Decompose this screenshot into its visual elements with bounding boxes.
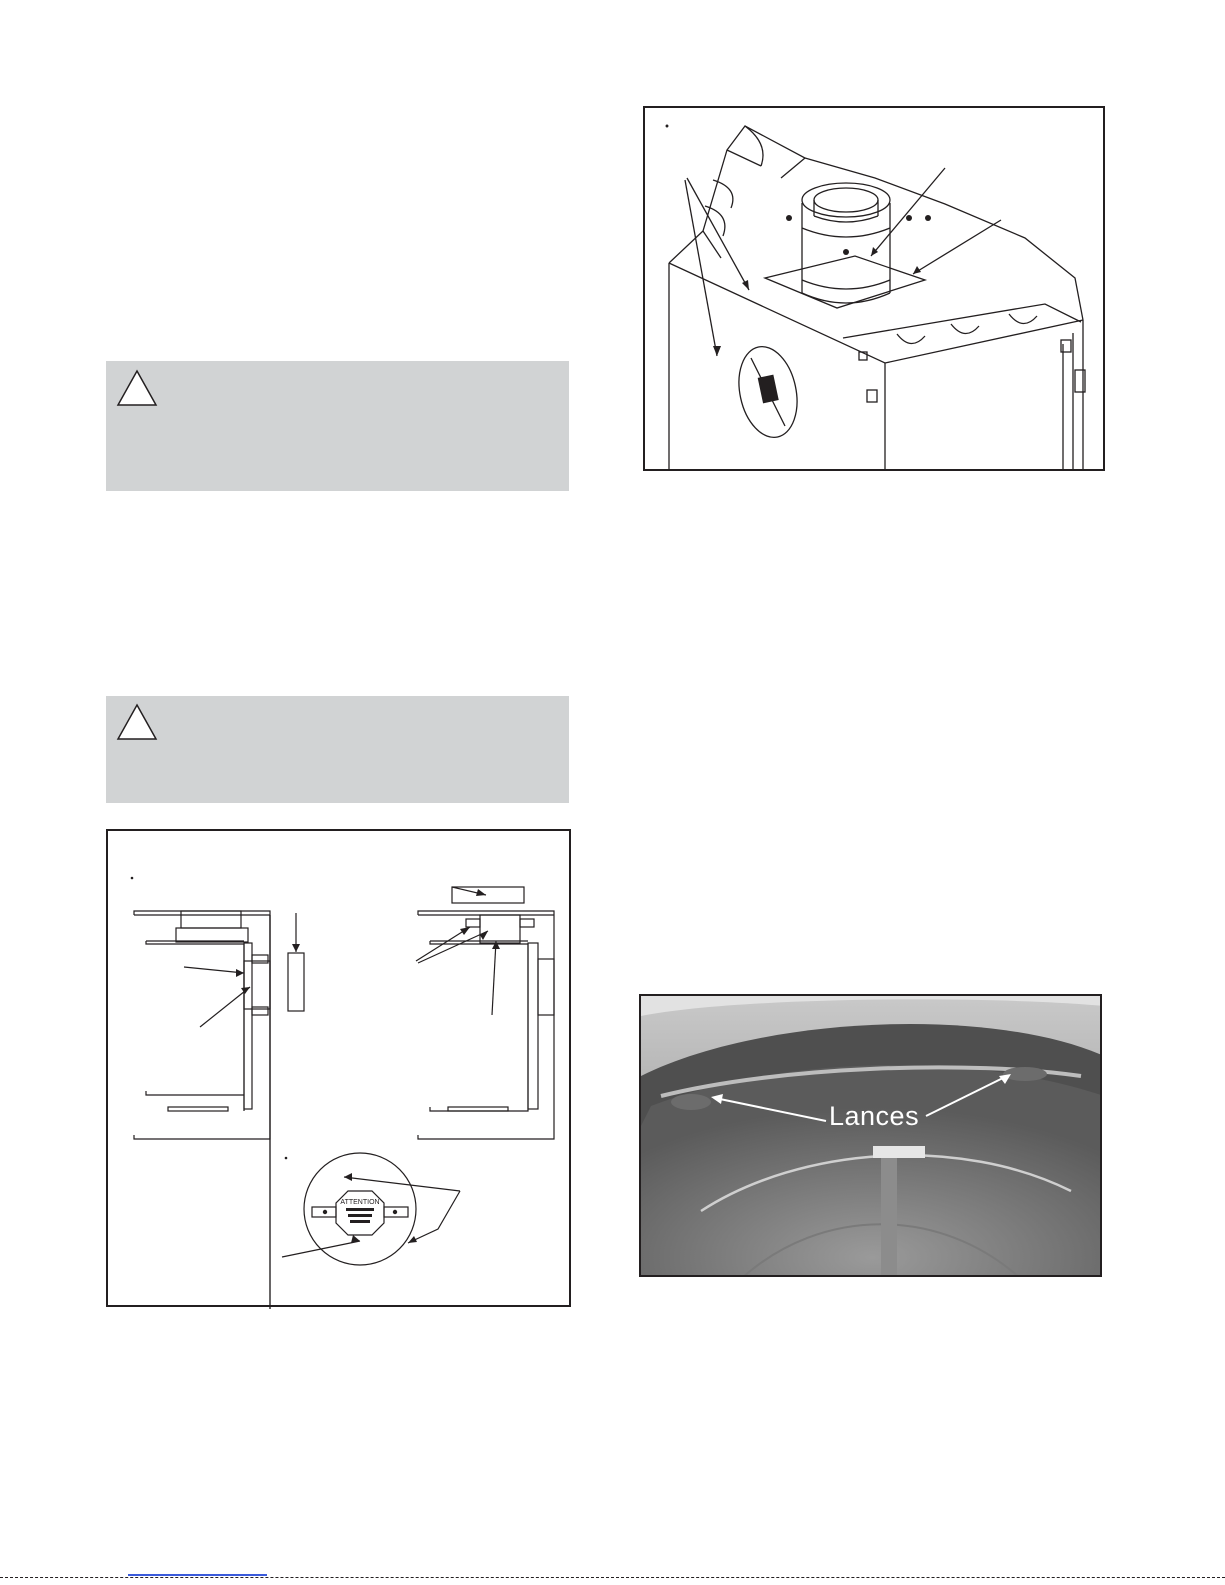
svg-text:ATTENTION: ATTENTION <box>340 1199 380 1206</box>
lances-label: Lances <box>829 1101 920 1131</box>
collar-lances-photo <box>639 994 1102 1277</box>
warning-triangle-icon <box>115 368 159 408</box>
warning-box-1 <box>106 361 569 491</box>
firebox-top-collar-figure <box>643 106 1105 471</box>
footer-link-underline[interactable] <box>128 1574 267 1576</box>
side-view-cover-figure <box>106 829 571 1307</box>
warning-box-2 <box>106 696 569 803</box>
warning-triangle-icon <box>115 702 159 742</box>
footer-rule <box>0 1577 1225 1578</box>
